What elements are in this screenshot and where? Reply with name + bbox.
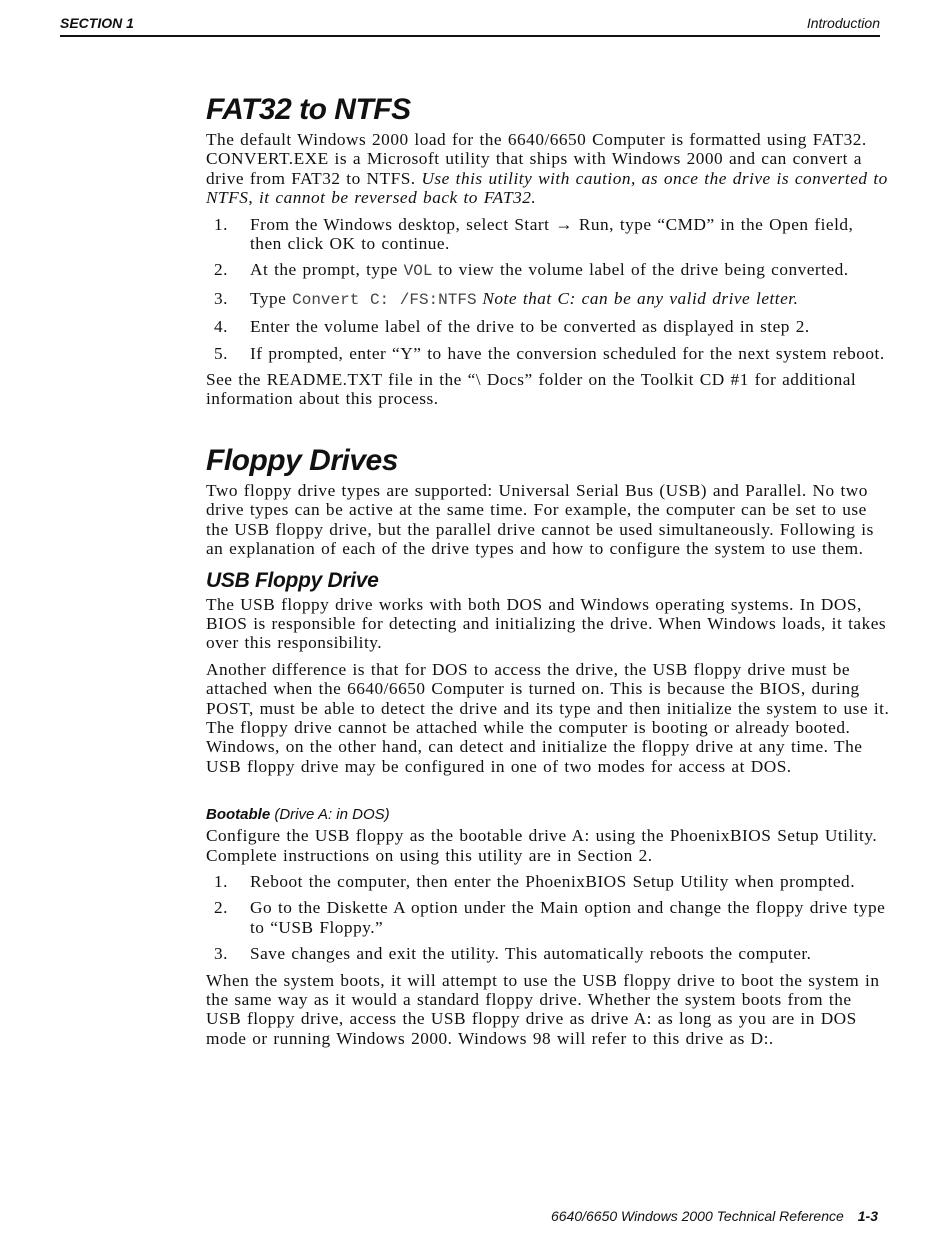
page-header <box>60 13 880 37</box>
list-item <box>206 344 890 363</box>
usb-floppy-heading: USB Floppy Drive <box>206 568 379 592</box>
command-code: VOL <box>403 262 433 281</box>
page-footer <box>551 1208 878 1224</box>
chapter-label: Introduction <box>806 15 880 31</box>
fat32-steps <box>206 215 890 363</box>
bootable-heading-bold: Bootable <box>206 806 271 824</box>
bootable-heading-rest: (Drive A: in DOS) <box>274 806 390 824</box>
page-content <box>206 92 890 1055</box>
bootable-heading <box>206 806 890 824</box>
step-text: At the prompt, type <box>250 260 404 280</box>
step-text: Go to the Diskette A option under the Main option and change the floppy drive type to “USB Floppy.” <box>250 898 886 937</box>
step-number: 3. <box>214 288 228 308</box>
page-number: 1-3 <box>857 1208 878 1224</box>
step-text: If prompted, enter “Y” to have the conversion scheduled for the next system reboot. <box>250 343 885 363</box>
fat32-intro-caution: Use this utility with caution, as once the drive is converted to NTFS, it cannot be reversed back to FAT32. <box>206 168 888 208</box>
list-item <box>206 872 890 891</box>
readme-paragraph: See the README.TXT file in the “\ Docs” folder on the Toolkit CD #1 for additional information about this process. <box>206 370 857 409</box>
step-text: Enter the volume label of the drive to be converted as displayed in step 2. <box>250 317 810 337</box>
step-number: 3. <box>214 944 228 964</box>
step-note: Note that C: can be any valid drive letter. <box>482 288 799 308</box>
step-number: 2. <box>214 898 228 918</box>
step-number: 1. <box>214 871 228 891</box>
fat32-intro-plain: The default Windows 2000 load for the 6640/6650 Computer is formatted using FAT32. CONVERT.EXE is a Microsoft utility that ships with Windows 2000 and can convert a drive from FAT32 to NTFS. <box>206 130 867 188</box>
floppy-heading: Floppy Drives <box>206 443 398 477</box>
floppy-intro: Two floppy drive types are supported: Universal Serial Bus (USB) and Parallel. No two drive types can be active at the same time. For example, the computer can be set to use the USB floppy drive, but the parallel drive cannot be used simultaneously. Following is an explanation of each of the drive types and how to configure the system to use them. <box>206 480 874 559</box>
list-item <box>206 944 890 963</box>
step-number: 5. <box>214 343 228 363</box>
bootable-steps <box>206 872 890 964</box>
fat32-heading: FAT32 to NTFS <box>206 93 411 126</box>
step-text: Save changes and exit the utility. This automatically reboots the computer. <box>250 944 812 964</box>
step-number: 4. <box>214 317 228 337</box>
list-item <box>206 215 890 254</box>
usb-paragraph-2: Another difference is that for DOS to access the drive, the USB floppy drive must be attached when the 6640/6650 Computer is turned on. This is because the BIOS, during POST, must be able to detect the drive and its type and then initialize the system to use it. The floppy drive cannot be attached while the computer is booting or already booted. Windows, on the other hand, can detect and initialize the floppy drive at any time. The USB floppy drive may be configured in one of two modes for access at DOS. <box>206 659 890 776</box>
step-text: to view the volume label of the drive being converted. <box>432 260 849 280</box>
fat32-intro <box>206 130 890 208</box>
step-text: Type <box>250 288 293 308</box>
boot-outro-paragraph: When the system boots, it will attempt to use the USB floppy drive to boot the system in the same way as it would a standard floppy drive. Whether the system boots from the USB floppy drive, access the USB floppy drive as drive A: as long as you are in DOS mode or running Windows 2000. Windows 98 will refer to this drive as D:. <box>206 970 880 1048</box>
command-code: Convert C: /FS:NTFS <box>292 290 477 309</box>
list-item <box>206 317 890 336</box>
step-text: Reboot the computer, then enter the PhoenixBIOS Setup Utility when prompted. <box>250 871 856 891</box>
document-title: 6640/6650 Windows 2000 Technical Reference <box>550 1208 844 1224</box>
section-label: SECTION 1 <box>60 15 134 31</box>
list-item <box>206 260 890 281</box>
usb-paragraph-1: The USB floppy drive works with both DOS and Windows operating systems. In DOS, BIOS is responsible for detecting and initializing the drive. When Windows loads, it takes over this responsibility. <box>206 594 887 653</box>
list-item <box>206 289 890 310</box>
step-number: 1. <box>214 214 228 234</box>
bootable-paragraph: Configure the USB floppy as the bootable drive A: using the PhoenixBIOS Setup Utility. Complete instructions on using this utility are in Section 2. <box>206 826 878 865</box>
step-number: 2. <box>214 260 228 280</box>
step-text: From the Windows desktop, select Start → Run, type “CMD” in the Open field, then click OK to continue. <box>250 214 854 254</box>
list-item <box>206 898 890 937</box>
